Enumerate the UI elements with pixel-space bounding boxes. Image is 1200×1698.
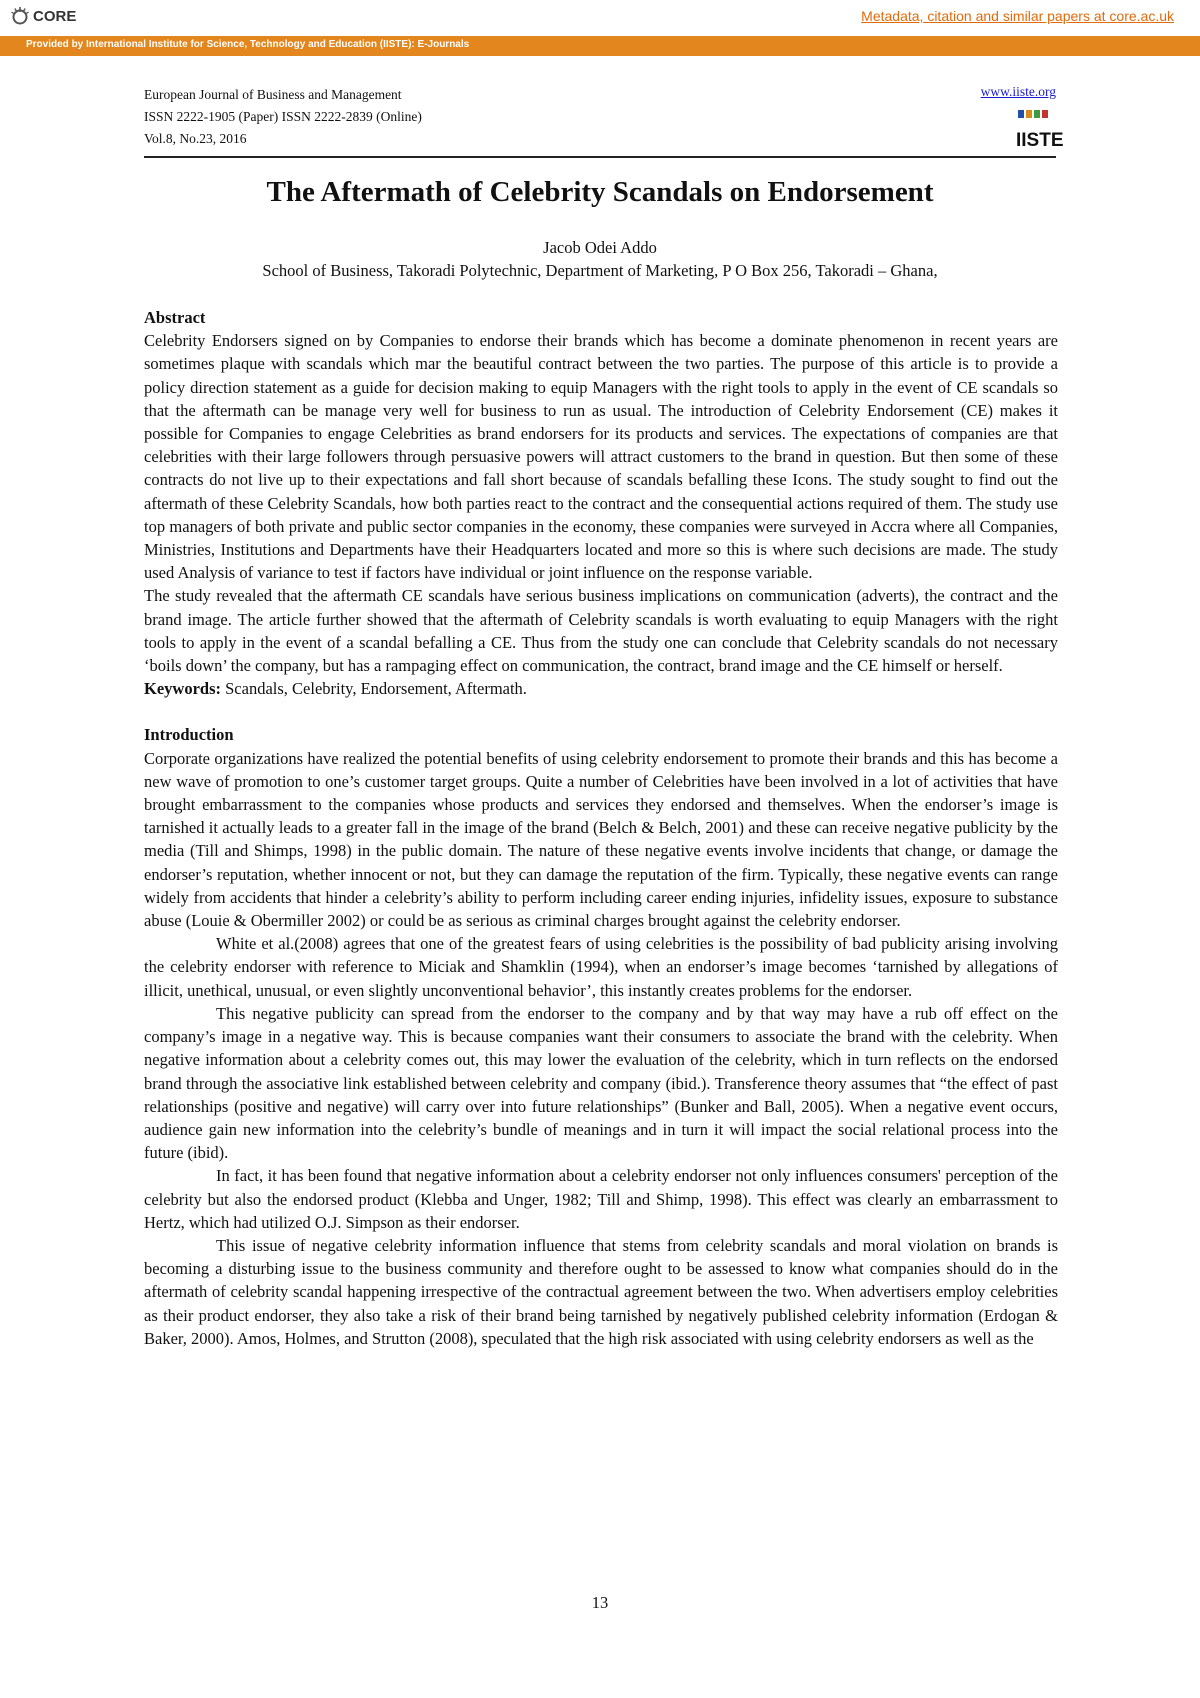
intro-paragraph-5: This issue of negative celebrity information influence that stems from celebrity scandals and moral violation on brands is becoming a disturbing issue to the business community and therefore ought to be assessed to know what companies should do in the aftermath of celebrity scandal happening irrespective of the contractual agreement between the two. When advertisers employ celebrities as their product endorser, they also take a risk of their brand being tarnished by negatively published celebrity information (Erdogan & Baker, 2000). Amos, Holmes, and Strutton (2008), speculated that the high risk associated with using celebrity endorsers as well as the (144, 1235, 1058, 1348)
page-number: 13 (591, 1593, 609, 1612)
journal-issn: ISSN 2222-1905 (Paper) ISSN 2222-2839 (Online) (144, 109, 422, 124)
journal-meta (144, 84, 422, 150)
core-header (0, 0, 1200, 36)
intro-paragraph-1: Corporate organizations have realized the potential benefits of using celebrity endorsement to promote their brands and this has become a new wave of promotion to one’s customer target groups. Quite a number of Celebrities have been involved in a lot of activities that have brought embarrassment to the companies whose products and services they endorsed and themselves. When the endorser’s image is tarnished it actually leads to a greater fall in the image of the brand (Belch & Belch, 2001) and these can receive negative publicity by the media (Till and Shimps, 1998) in the public domain. The nature of these negative events involve incidents that change, or damage the endorser’s reputation, whether innocent or not, but they can damage the reputation of the firm. Typically, these negative events can range widely from accidents that hinder a celebrity’s ability to perform including career ending injuries, infidelity issues, exposure to substance abuse (Louie & Obermiller 2002) or could be as serious as criminal charges brought against the celebrity endorser. (144, 748, 1058, 931)
intro-paragraph-4: In fact, it has been found that negative information about a celebrity endorser not only influences consumers' perception of the celebrity but also the endorsed product (Klebba and Unger, 1982; Till and Shimp, 1998). This effect was clearly an embarrassment to Hertz, which had utilized O.J. Simpson as their endorser. (144, 1166, 1058, 1232)
paper-title: The Aftermath of Celebrity Scandals on Endorsement (266, 176, 934, 208)
author-block (144, 236, 1056, 282)
core-logo-icon (10, 6, 30, 26)
provider-bar (0, 36, 1200, 56)
journal-name: European Journal of Business and Management (144, 87, 402, 102)
core-logo-text: CORE (33, 7, 77, 25)
abstract-paragraph-2: The study revealed that the aftermath CE scandals have serious business implications on communication (adverts), the contract and the brand image. The article further showed that the aftermath of Celebrity scandals is worth evaluating to equip Managers with the right tools to apply in the event of a scandal befalling a CE. Thus from the study one can conclude that Celebrity scandals do not necessary ‘boils down’ the company, but has a rampaging effect on communication, the contract, brand image and the CE himself or herself. (144, 586, 1058, 676)
journal-volume: Vol.8, No.23, 2016 (144, 131, 247, 146)
author-affiliation: School of Business, Takoradi Polytechnic, Department of Marketing, P O Box 256, Takoradi – Ghana, (262, 261, 938, 280)
intro-paragraph-3: This negative publicity can spread from the endorser to the company and by that way may have a rub off effect on the company’s image in a negative way. This is because companies want their consumers to associate the brand with the celebrity. When negative information about a celebrity comes out, this may lower the evaluation of the celebrity, which in turn reflects on the endorsed brand through the associative link established between celebrity and company (ibid.). Transference theory assumes that “the effect of past relationships (positive and negative) will carry over into future relationships” (Bunker and Ball, 2005). When a negative event occurs, audience gain new information into the celebrity’s bundle of meanings and in turn it will impact the social relational process into the future (ibid). (144, 1003, 1058, 1163)
keywords-line (144, 677, 1058, 700)
keywords-text: Scandals, Celebrity, Endorsement, Aftermath. (221, 679, 527, 699)
journal-url-link[interactable]: www.iiste.org (980, 84, 1056, 99)
intro-paragraph-2: White et al.(2008) agrees that one of the greatest fears of using celebrities is the possibility of bad publicity arising involving the celebrity endorser with reference to Miciak and Shamklin (1994), when an endorser’s image becomes ‘tarnished by allegations of illicit, unethical, unusual, or even slightly unconventional behavior’, this instantly creates problems for the endorser. (144, 934, 1058, 1000)
keywords-label: Keywords: (144, 679, 221, 699)
abstract-heading: Abstract (144, 308, 206, 327)
core-metadata-link[interactable]: Metadata, citation and similar papers at core.ac.uk (861, 8, 1174, 24)
journal-header (144, 84, 1064, 158)
introduction-heading: Introduction (144, 725, 234, 745)
iiste-logo (1016, 108, 1064, 151)
paper-body (144, 306, 1058, 1350)
author-name: Jacob Odei Addo (543, 238, 657, 257)
iiste-logo-text: IISTE (1016, 130, 1064, 151)
core-logo[interactable] (10, 6, 76, 26)
provider-text: Provided by International Institute for Science, Technology and Education (IISTE): E-Journals (26, 39, 470, 50)
abstract-paragraph-1: Celebrity Endorsers signed on by Companies to endorse their brands which has become a dominate phenomenon in recent years are sometimes plaque with scandals which mar the beautiful contract between the two parties. The purpose of this article is to provide a policy direction statement as a guide for decision making to equip Managers with the right tools to apply in the event of CE scandals so that the aftermath can be manage very well for business to run as usual. The introduction of Celebrity Endorsement (CE) makes it possible for Companies to engage Celebrities as brand endorsers for its products and services. The expectations of companies are that celebrities with their large followers through persuasive powers will attract customers to the brand in question. But then some of these contracts do not live up to their expectations and fall short because of scandals befalling these Icons. The study sought to find out the aftermath of these Celebrity Scandals, how both parties react to the contract and the consequential actions required of them. The study use top managers of both private and public sector companies in the economy, these companies were surveyed in Accra where all Companies, Ministries, Institutions and Departments have their Headquarters located and more so this is where such decisions are made. The study used Analysis of variance to test if factors have individual or joint influence on the response variable. (144, 331, 1058, 583)
